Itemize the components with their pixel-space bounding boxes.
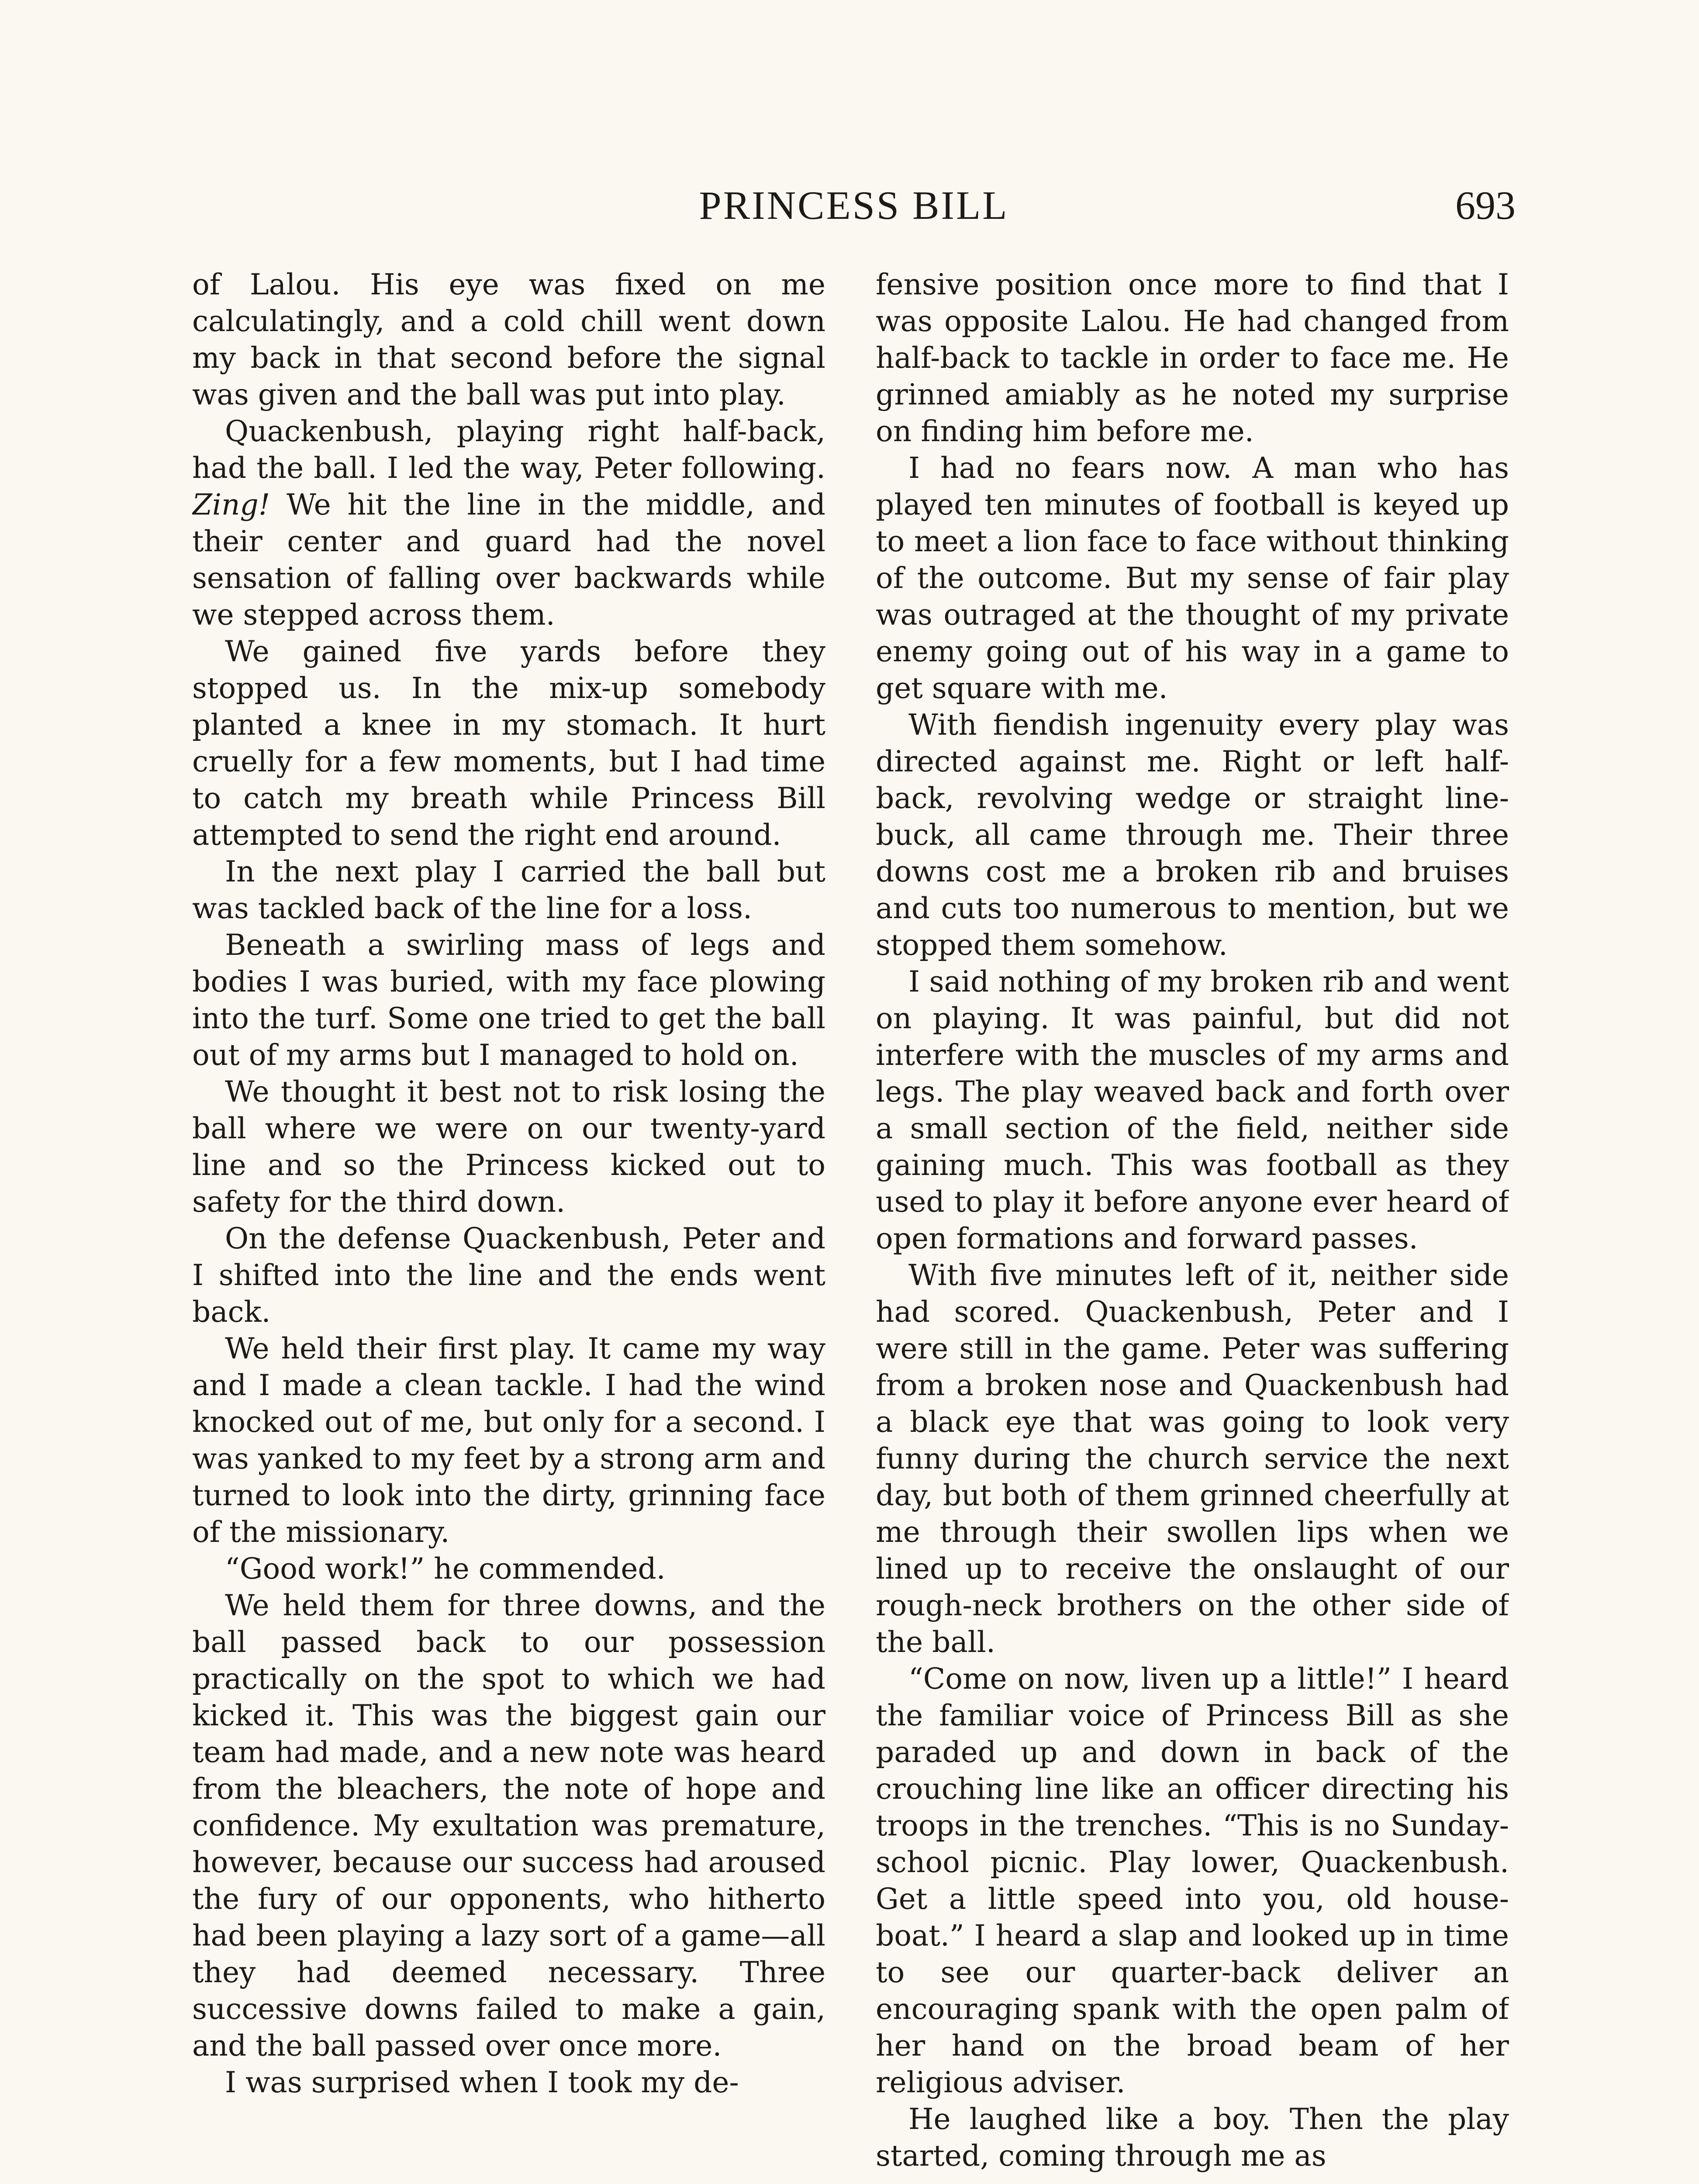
page-number: 693 <box>1455 183 1516 228</box>
paragraph: He laughed like a boy. Then the play started, coming through me as <box>876 2102 1509 2173</box>
running-head <box>192 173 1516 238</box>
paragraph: I had no fears now. A man who has played ten minutes of football is keyed up to meet a lion face to face without thinking of the outcome. But my sense of fair play was outraged at the thought of my private enemy going out of his way in a game to get square with me. <box>876 451 1509 705</box>
page-title: PRINCESS BILL <box>699 183 1009 228</box>
left-column <box>192 266 825 2184</box>
paragraph: of Lalou. His eye was fixed on me calculatingly, and a cold chill went down my back in that second before the signal was given and the ball was put into play. <box>192 268 825 411</box>
paragraph: We thought it best not to risk losing the ball where we were on our twenty-yard line and so the Princess kicked out to safety for the third down. <box>192 1075 825 1219</box>
paragraph-text: Quackenbush, playing right half-back, had the ball. I led the way, Peter following. <box>192 415 825 485</box>
right-column <box>876 266 1509 2184</box>
paragraph <box>192 413 825 633</box>
paragraph: “Good work!” he commended. <box>225 1552 666 1586</box>
paragraph: fensive position once more to find that I was opposite Lalou. He had changed from half-back to tackle in order to face me. He grinned amiably as he noted my surprise on finding him before me. <box>876 268 1509 448</box>
emphasis-text: Zing! <box>192 488 270 522</box>
paragraph: Beneath a swirling mass of legs and bodies I was buried, with my face plowing into the turf. Some one tried to get the ball out of my arms but I managed to hold on. <box>192 928 825 1072</box>
paragraph: With five minutes left of it, neither side had scored. Quackenbush, Peter and I were still in the game. Peter was suffering from a broken nose and Quackenbush had a black eye that was going to look very funny during the church service the next day, but both of them grinned cheerfully at me through their swollen lips when we lined up to receive the onslaught of our rough-neck brothers on the other side of the ball. <box>876 1258 1509 1659</box>
paragraph: With fiendish ingenuity every play was directed against me. Right or left half-back, revolving wedge or straight line-buck, all came through me. Their three downs cost me a broken rib and bruises and cuts too numerous to mention, but we stopped them somehow. <box>876 708 1509 962</box>
paragraph-text: We hit the line in the middle, and their center and guard had the novel sensation of falling over backwards while we stepped across them. <box>192 488 825 632</box>
paragraph: We held them for three downs, and the ball passed back to our possession practically on the spot to which we had kicked it. This was the biggest gain our team had made, and a new note was heard from the bleachers, the note of hope and confidence. My exultation was premature, however, because our success had aroused the fury of our opponents, who hitherto had been playing a lazy sort of a game—all they had deemed necessary. Three successive downs failed to make a gain, and the ball passed over once more. <box>192 1589 825 2063</box>
paragraph: I was surprised when I took my de- <box>225 2066 739 2099</box>
paragraph: In the next play I carried the ball but was tackled back of the line for a loss. <box>192 855 825 925</box>
paragraph: “Come on now, liven up a little!” I heard the familiar voice of Princess Bill as she paraded up and down in back of the crouching line like an officer directing his troops in the trenches. “This is no Sunday-school picnic. Play lower, Quackenbush. Get a little speed into you, old house-boat.” I heard a slap and looked up in time to see our quarter-back deliver an encouraging spank with the open palm of her hand on the broad beam of her religious adviser. <box>876 1662 1509 2099</box>
paragraph: We held their first play. It came my way and I made a clean tackle. I had the wind knocked out of me, but only for a second. I was yanked to my feet by a strong arm and turned to look into the dirty, grinning face of the missionary. <box>192 1332 825 1549</box>
paragraph: I said nothing of my broken rib and went on playing. It was painful, but did not interfere with the muscles of my arms and legs. The play weaved back and forth over a small section of the field, neither side gaining much. This was football as they used to play it before anyone ever heard of open formations and forward passes. <box>876 965 1509 1255</box>
paragraph: We gained five yards before they stopped us. In the mix-up somebody planted a knee in my stomach. It hurt cruelly for a few moments, but I had time to catch my breath while Princess Bill attempted to send the right end around. <box>192 635 825 852</box>
paragraph: On the defense Quackenbush, Peter and I shifted into the line and the ends went back. <box>192 1222 825 1329</box>
